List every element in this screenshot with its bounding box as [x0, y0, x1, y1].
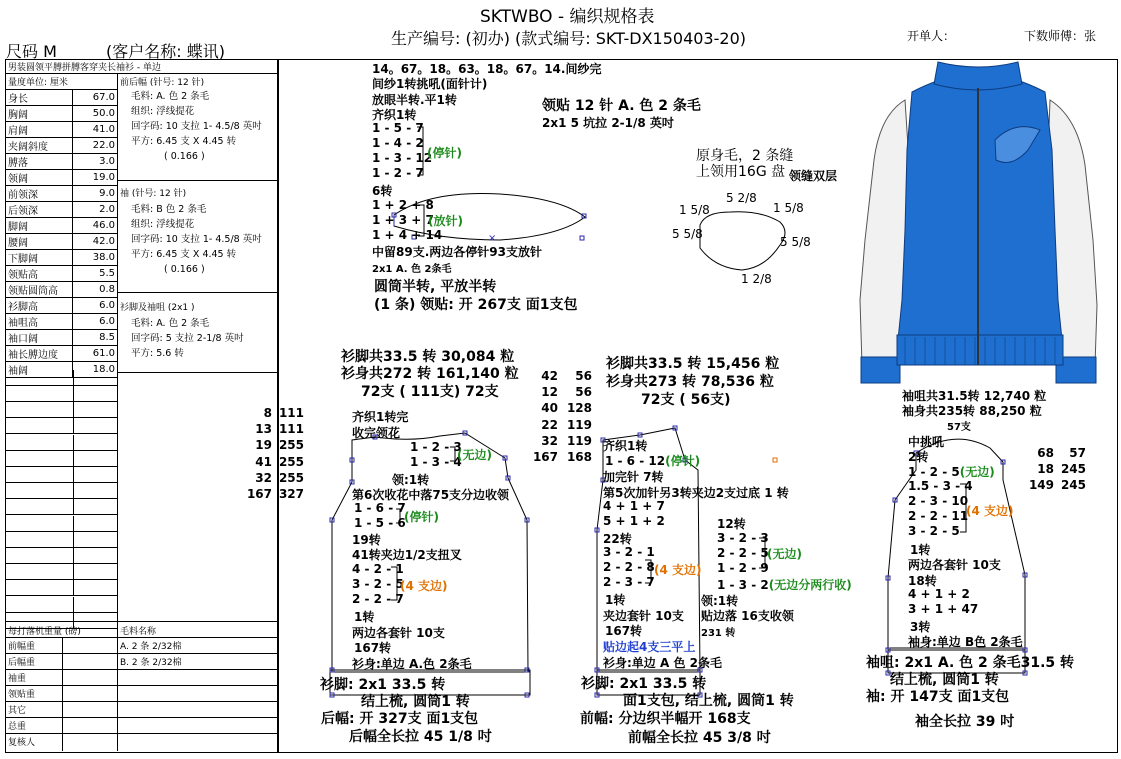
- measurement-row: 后领深 2.0: [6, 202, 118, 218]
- sleeve-line-7: 3转: [910, 620, 931, 634]
- measurement-row: 袖阔 18.0: [6, 362, 118, 378]
- front-bottom-4: 前幅全长拉 45 3/8 吋: [628, 730, 771, 746]
- collar-note-2: 2x1 A. 色 2条毛: [372, 264, 452, 275]
- material-name: B. 2 条 2/32棉: [120, 658, 182, 668]
- needle-count-b: 255: [278, 470, 304, 485]
- front-total-body: 衫身共273 转 78,536 粒: [606, 374, 774, 390]
- back-line-7: 1转: [354, 610, 375, 624]
- collar-orig-2: 上领用16G 盘: [696, 164, 786, 180]
- middle-number-a: 167: [532, 450, 558, 464]
- sleeve-number-b: 245: [1060, 478, 1086, 493]
- middle-number-b: 119: [566, 417, 592, 432]
- weight-label: 领贴重: [8, 690, 36, 700]
- rule-line: 1 - 2 - 3: [410, 440, 462, 454]
- rule-line: 2 - 2 - 5: [717, 546, 769, 560]
- weight-label: 其它: [8, 706, 27, 716]
- sleeve-number-a: 18: [1037, 462, 1054, 477]
- back-line-9: 167转: [354, 641, 392, 655]
- back-rule-group-1: [410, 440, 462, 470]
- middle-number-b: 119: [566, 433, 592, 448]
- front-line-4: 第5次加针另3转夹边2支过底 1 转: [603, 486, 789, 500]
- section-body-info: 毛料: A. 色 2 条毛 组织: 浮线提花 回字码: 10 支拉 1- 4.5/8 英吋 平方: 6.45 支 X 4.45 转 ( 0.166 ): [131, 91, 262, 162]
- sleeve-line-5: 两边各套针 10支: [908, 558, 1001, 572]
- page-title: SKTWBO - 编织规格表: [480, 7, 655, 27]
- rule-line: 2 - 2 - 7: [352, 592, 404, 606]
- back-line-8: 两边各套针 10支: [352, 626, 445, 640]
- section-rib-title: 衫脚及袖咀 (2x1 ): [120, 303, 195, 313]
- rule-line: 2 - 3 - 7: [603, 575, 655, 589]
- needle-count-a: 32: [255, 470, 272, 485]
- collar-note-1: 中留89支.两边各停针93支放针: [372, 245, 542, 259]
- front-line-1: 齐织1转: [603, 439, 648, 453]
- front-line-10: 衫身:单边 A 色 2条毛: [603, 656, 722, 670]
- front-line-8: 167转: [605, 624, 643, 638]
- front-line-7: 夹边套针 10支: [603, 609, 684, 623]
- section-sleeve-title: 袖 (针号: 12 针): [120, 189, 187, 199]
- rule-line: 2 - 2 - 11: [908, 509, 969, 523]
- back-total-rib: 衫脚共33.5 转 30,084 粒: [341, 349, 515, 365]
- front-right-5: 231 转: [701, 628, 736, 639]
- section-body-title: 前后幅 (针号: 12 针): [120, 78, 205, 88]
- front-right-1: 12转: [717, 517, 746, 531]
- neck-dim-left: 1 5/8: [679, 203, 710, 217]
- weight-label: 袖重: [8, 674, 27, 684]
- back-needle-split: 72支 ( 111支) 72支: [361, 384, 499, 400]
- rule-line: 2 - 2 - 8: [603, 560, 655, 574]
- collar-note-4: (1 条) 领贴: 开 267支 面1支包: [374, 297, 578, 313]
- back-line-3: 领:1转: [392, 473, 430, 487]
- neck-shape: [700, 212, 785, 270]
- front-rule-group-1: [603, 499, 665, 529]
- measurement-row: 领阔 19.0: [6, 170, 118, 186]
- rule-line: 1 - 3 - 12: [372, 151, 433, 165]
- collar-trim-1: 领贴 12 针 A. 色 2 条毛: [542, 98, 701, 114]
- sleeve-bottom-1: 袖咀: 2x1 A. 色 2 条毛31.5 转: [866, 655, 1075, 671]
- front-bottom-3: 前幅: 分边织半幅开 168支: [580, 711, 751, 727]
- front-bottom-2: 面1支包, 结上梳, 圆筒1 转: [623, 693, 794, 709]
- rule-line: 4 + 1 + 7: [603, 499, 665, 513]
- collar-stop-label: (停针): [427, 146, 462, 160]
- sleeve-number-b: 245: [1060, 462, 1086, 477]
- front-right-3: 领:1转: [701, 594, 739, 608]
- middle-number-b: 168: [566, 450, 592, 464]
- collar-line-3: 齐织1转: [372, 108, 417, 122]
- rule-line: 3 - 2 - 5: [352, 577, 404, 591]
- sleeve-rule-group-1: [908, 479, 973, 539]
- sleeve-line-6: 18转: [908, 574, 937, 588]
- front-line-6: 1转: [605, 593, 626, 607]
- rule-line: 1 + 2 + 8: [372, 198, 434, 212]
- middle-number-b: 56: [575, 369, 592, 383]
- weight-label: 后幅重: [8, 658, 36, 668]
- measurement-row: 袖咀高 6.0: [6, 314, 118, 330]
- collar-add-label: (放针): [428, 214, 463, 228]
- sleeve-bottom-2: 结上梳, 圆筒1 转: [890, 672, 999, 688]
- sleeve-line-4: 1转: [910, 543, 931, 557]
- rule-line: 2 - 3 - 10: [908, 494, 969, 508]
- measurement-row: 夹阔斜度 22.0: [6, 138, 118, 154]
- needle-count-a: 167: [246, 487, 272, 501]
- sleeve-rule-group-2: [908, 587, 978, 617]
- front-g2-label: (4 支边): [654, 563, 702, 577]
- needle-count-b: 255: [278, 438, 304, 453]
- rule-line: 1 + 3 + 7: [372, 213, 434, 227]
- rule-line: 1 - 2 - 9: [717, 561, 769, 575]
- back-line-4: 第6次收花中落75支分边收领: [352, 488, 510, 502]
- front-line-5: 22转: [603, 532, 632, 546]
- needle-count-b: 255: [278, 454, 304, 469]
- collar-line-1: 间纱1转挑吼(面针计): [372, 77, 488, 91]
- sleeve-number-a: 149: [1028, 478, 1054, 493]
- collar-center-mark: ×: [488, 233, 497, 244]
- neck-dim-right: 1 5/8: [773, 201, 804, 215]
- middle-number-a: 32: [541, 433, 558, 448]
- neck-dim-bottom: 1 2/8: [741, 272, 772, 286]
- front-total-rib: 衫脚共33.5 转 15,456 粒: [606, 356, 780, 372]
- front-right-2: 1 - 3 - 2(无边分两行收): [717, 578, 852, 592]
- rule-line: 1 - 5 - 7: [372, 121, 424, 135]
- middle-number-a: 40: [541, 401, 558, 416]
- needle-count-a: 8: [263, 406, 272, 420]
- measurement-row: 前领深 9.0: [6, 186, 118, 202]
- front-needle-split: 72支 ( 56支): [641, 392, 731, 408]
- back-line-5: 19转: [352, 533, 381, 547]
- back-g1-label: (无边): [457, 448, 492, 462]
- rule-line: 1 + 4 + 14: [372, 228, 443, 242]
- collar-six-turns: 6转: [372, 184, 393, 198]
- rule-line: 1 - 5 - 6: [354, 516, 406, 530]
- front-line-9: 贴边起4支三平上: [603, 640, 696, 654]
- collar-rule-group-1: [372, 121, 432, 181]
- weight-label: 总重: [8, 722, 27, 732]
- rule-line: 1 - 2 - 7: [372, 166, 424, 180]
- front-rule-group-2: [603, 545, 655, 590]
- measurement-row: 膊落 3.0: [6, 154, 118, 170]
- back-line-6: 41转夹边1/2支扭叉: [352, 548, 462, 562]
- back-line-10: 衫身:单边 A.色 2条毛: [352, 657, 472, 671]
- neck-dim-right-side: 5 5/8: [780, 235, 811, 249]
- front-line-3: 加完针 7转: [603, 470, 664, 484]
- back-g2-label: (停针): [404, 510, 439, 524]
- front-right-4: 贴边落 16支收领: [701, 609, 794, 623]
- unit-label: 量度单位: 厘米: [8, 78, 68, 88]
- sleeve-number-b: 57: [1069, 446, 1086, 460]
- front-right-group: [717, 531, 769, 576]
- measurement-row: 胸阔 50.0: [6, 106, 118, 122]
- back-bottom-1: 衫脚: 2x1 33.5 转: [320, 677, 446, 693]
- rule-line: 3 - 2 - 1: [603, 545, 655, 559]
- measurement-row: 领贴圆筒高 0.8: [6, 282, 118, 298]
- collar-sequence: 14。67。18。63。18。67。14.间纱完: [372, 62, 602, 76]
- collar-line-2: 放眼半转.平1转: [372, 93, 457, 107]
- back-bottom-2: 结上梳, 圆筒1 转: [361, 694, 470, 710]
- section-rib-info: 毛料: A. 色 2 条毛 回字码: 5 支拉 2-1/8 英吋 平方: 5.6 转: [131, 318, 244, 359]
- measurement-row: 领贴高 5.5: [6, 266, 118, 282]
- sleeve-bottom-3: 袖: 开 147支 面1支包: [866, 689, 1010, 705]
- front-rg-label: (无边): [767, 547, 802, 561]
- weight-header: 每打落机重量 (磅): [8, 627, 81, 637]
- rule-line: 1 - 4 - 2: [372, 136, 424, 150]
- sleeve-total-body: 袖身共235转 88,250 粒: [902, 404, 1042, 418]
- sleeve-line-8: 袖身:单边 B色 2条毛: [908, 635, 1023, 649]
- measurement-row: 腰阔 42.0: [6, 234, 118, 250]
- rule-line: 4 + 1 + 2: [908, 587, 970, 601]
- measurement-row: 衫脚高 6.0: [6, 298, 118, 314]
- collar-orig-3: 领缝双层: [789, 169, 838, 183]
- material-name: A. 2 条 2/32棉: [120, 642, 182, 652]
- middle-number-b: 56: [575, 385, 592, 400]
- rule-line: 1 - 6 - 7: [354, 501, 406, 515]
- measurement-row: 脚阔 46.0: [6, 218, 118, 234]
- measurement-row: 下脚阔 38.0: [6, 250, 118, 266]
- back-line-2: 收完领花: [352, 426, 401, 440]
- front-line-2: 1 - 6 - 12(停针): [605, 454, 701, 468]
- master-label: 下数师傅：张: [1024, 29, 1097, 43]
- production-number: 生产编号: (初办) (款式编号: SKT-DX150403-20): [391, 29, 746, 48]
- sleeve-total-rib: 袖咀共31.5转 12,740 粒: [902, 389, 1047, 403]
- sleeve-bottom-4: 袖全长拉 39 吋: [915, 714, 1015, 730]
- rule-line: 1.5 - 3 - 4: [908, 479, 973, 493]
- back-bottom-3: 后幅: 开 327支 面1支包: [321, 711, 479, 727]
- size-label: 尺码 M: [6, 42, 57, 61]
- measurement-row: 肩阔 41.0: [6, 122, 118, 138]
- sleeve-needle-split: 57支: [947, 422, 971, 433]
- rule-line: 3 - 2 - 5: [908, 524, 960, 538]
- sleeve-line-2: 2转: [908, 450, 929, 464]
- collar-note-3: 圆筒半转, 平放半转: [374, 279, 497, 295]
- needle-count-a: 41: [255, 454, 272, 469]
- front-bottom-1: 衫脚: 2x1 33.5 转: [581, 676, 707, 692]
- rule-line: 5 + 1 + 2: [603, 514, 665, 528]
- neck-dim-left-side: 5 5/8: [672, 227, 703, 241]
- measurement-row: 袖口阔 8.5: [6, 330, 118, 346]
- garment-type: 男装圆领平膊拼膊客穿夹长袖衫 - 单边: [8, 63, 161, 73]
- needle-count-a: 13: [255, 422, 272, 437]
- back-rule-group-2: [354, 501, 406, 531]
- rule-line: 4 - 2 - 1: [352, 562, 404, 576]
- middle-number-a: 42: [541, 369, 558, 383]
- needle-count-b: 111: [278, 422, 304, 437]
- collar-orig-1: 原身毛，2 条缝: [696, 148, 794, 164]
- section-sleeve-info: 毛料: B 色 2 条毛 组织: 浮线提花 回字码: 10 支拉 1- 4.5/8 英吋 平方: 6.45 支 X 4.45 转 ( 0.166 ): [131, 204, 262, 275]
- collar-trim-2: 2x1 5 坑拉 2-1/8 英吋: [542, 116, 674, 130]
- measurement-row: 袖长膊边度 61.0: [6, 346, 118, 362]
- measurement-row: 身长 67.0: [6, 90, 118, 106]
- weight-label: 前幅重: [8, 642, 36, 652]
- neck-dim-top: 5 2/8: [726, 191, 757, 205]
- needle-count-b: 111: [278, 406, 304, 420]
- back-bottom-4: 后幅全长拉 45 1/8 吋: [349, 729, 492, 745]
- middle-number-a: 22: [541, 417, 558, 432]
- sleeve-g1-label: (4 支边): [966, 504, 1014, 518]
- sleeve-number-a: 68: [1037, 446, 1054, 460]
- back-total-body: 衫身共272 转 161,140 粒: [341, 366, 519, 382]
- back-rule-group-3: [352, 562, 404, 607]
- sleeve-line-1: 中挑吼: [908, 435, 945, 449]
- customer-label: (客户名称: 蝶讯): [106, 42, 225, 61]
- middle-number-b: 128: [566, 401, 592, 416]
- jacket-illustration: [860, 62, 1097, 383]
- issuer-label: 开单人：: [907, 29, 956, 43]
- material-header: 毛料名称: [120, 627, 157, 637]
- middle-number-a: 12: [541, 385, 558, 400]
- sleeve-line-3: 1 - 2 - 5(无边): [908, 465, 995, 479]
- weight-label: 复核人: [8, 738, 36, 748]
- rule-line: 1 - 3 - 4: [410, 455, 462, 469]
- rule-line: 3 - 2 - 3: [717, 531, 769, 545]
- needle-count-a: 19: [255, 438, 272, 453]
- needle-count-b: 327: [278, 487, 304, 501]
- back-line-1: 齐织1转完: [352, 410, 409, 424]
- rule-line: 3 + 1 + 47: [908, 602, 979, 616]
- back-g3-label: (4 支边): [400, 579, 448, 593]
